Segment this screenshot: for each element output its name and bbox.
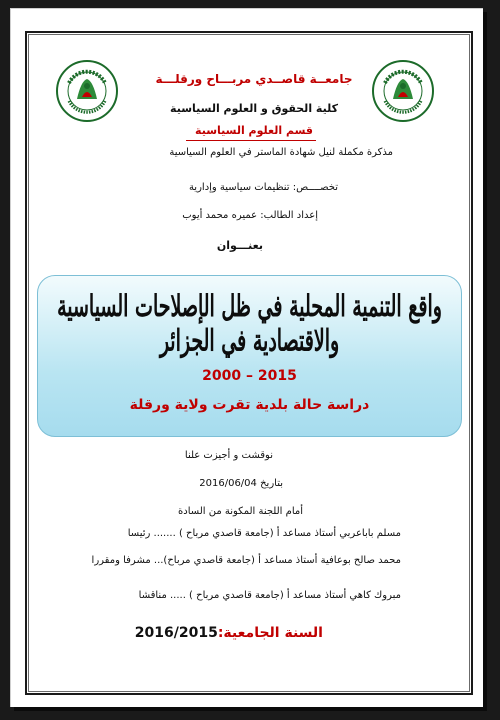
student-name: إعداد الطالب: عميره محمد أيوب <box>182 210 318 221</box>
department-name: قسم العلوم السياسية <box>195 124 313 137</box>
period-years: 2000 – 2015 <box>202 368 297 384</box>
title-banner <box>37 275 462 437</box>
document-page <box>10 8 483 707</box>
academic-year <box>135 625 323 641</box>
committee-member: محمد صالح بوعافية أستاذ مساعد أ (جامعة قاصدي مرباح)... مشرفا ومقررا <box>91 555 401 566</box>
university-logo-left <box>55 59 119 123</box>
specialization: تخصــــص: تنظيمات سياسية وإدارية <box>188 182 338 193</box>
committee-intro: أمام اللجنة المكونة من السادة <box>178 506 303 517</box>
committee-member: مسلم باباعربي أستاذ مساعد أ (جامعة قاصدي مرباح ) ....... رئيسا <box>127 528 401 539</box>
department-underline <box>186 140 316 141</box>
case-study: دراسة حالة بلدية تقرت ولاية ورقلة <box>129 397 370 413</box>
committee-member: مبروك كاهي أستاذ مساعد أ (جامعة قاصدي مرباح ) ..... مناقشا <box>138 590 401 601</box>
discussed-statement: نوقشت و أجيزت علنا <box>184 450 273 461</box>
title-label: بعنـــوان <box>216 239 263 252</box>
academic-year-value: 2016/2015 <box>134 625 218 641</box>
academic-year-label: السنة الجامعية: <box>217 625 323 641</box>
university-logo-right <box>371 59 435 123</box>
thesis-title: واقع التنمية المحلية في ظل الإصلاحات السياسية والاقتصادية في الجزائر <box>57 289 442 359</box>
defense-date: بتاريخ 2016/06/04 <box>199 478 283 489</box>
faculty-name: كلية الحقوق و العلوم السياسية <box>170 102 338 115</box>
university-name: جامعــة قاصــدي مربـــاح ورقلـــة <box>155 72 353 86</box>
memo-description: مذكرة مكملة لنيل شهادة الماستر في العلوم السياسية <box>169 147 393 158</box>
